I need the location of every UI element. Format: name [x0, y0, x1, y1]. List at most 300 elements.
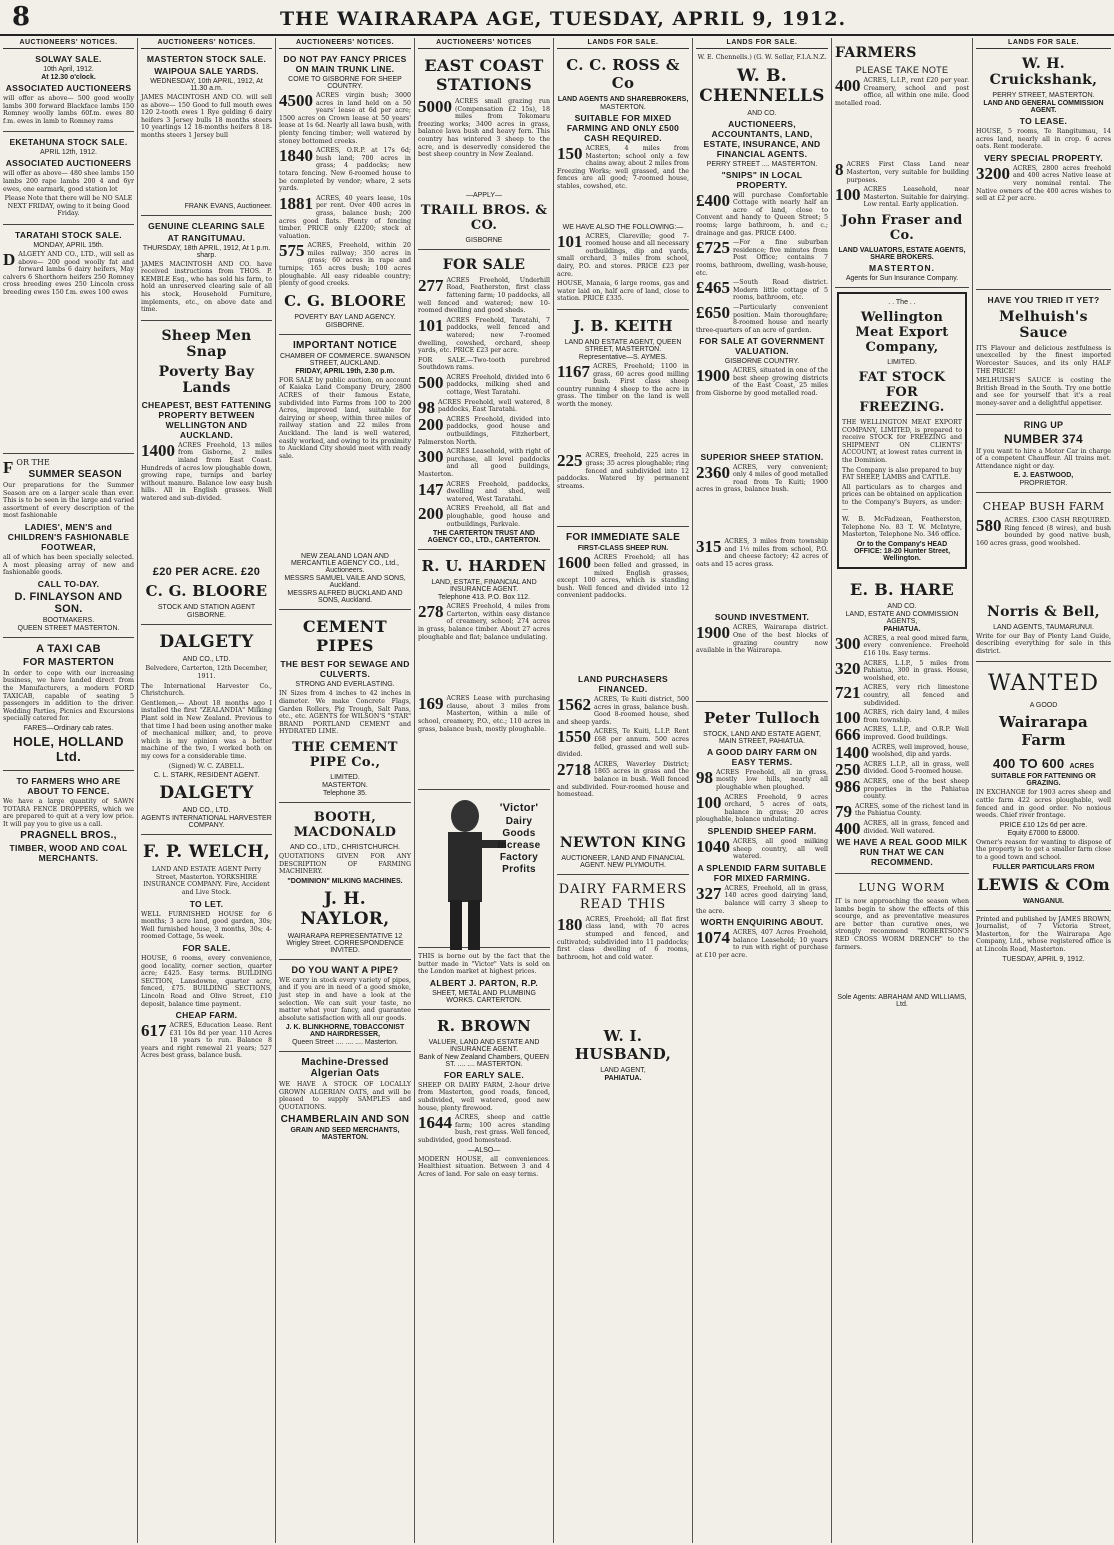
tulloch-agent-ad: [696, 702, 828, 1006]
advertiser-name: HOLE, HOLLAND Ltd.: [13, 734, 124, 764]
ad-subtitle: CHEAPEST, BEST FATTENING PROPERTY BETWEEN WELLINGTON AND AUCKLAND.: [141, 399, 272, 440]
acreage: 79: [835, 801, 852, 821]
auctioneer: MESSRS SAMUEL VAILE AND SONS, Auckland.: [284, 575, 406, 590]
acreage: 1400: [835, 742, 869, 762]
acreage: 4500: [279, 91, 313, 110]
acreage: 580: [976, 516, 1002, 536]
listing-text: —For a fine suburban residence; five minutes from Post Office; contains 7 rooms, bathroom, dwelling, wash-house, etc.: [696, 239, 828, 277]
ad-title: WANTED: [987, 671, 1100, 697]
ad-text-continued: [835, 953, 969, 993]
notice-date: 10th April, 1912.: [43, 66, 94, 73]
imprint: [976, 911, 1111, 968]
listing-text-continued: [696, 657, 828, 697]
listing-text: ACRES Lease with purchasing clause, about 3 miles from Masterton, within a mile of school, creamery, P.O., etc.; 110 acres in grass, balance bush, mostly ploughable.: [418, 695, 550, 733]
acreage: 169: [418, 694, 444, 714]
acreage: 315: [696, 537, 722, 557]
agent-role: LAND AND GENERAL COMMISSION AGENT.: [983, 100, 1104, 114]
listing-text-continued: [976, 205, 1111, 285]
auctioneer-signature: FRANK EVANS, Auctioneer.: [184, 202, 272, 210]
notice-title: MASTERTON STOCK SALE.: [146, 54, 267, 64]
acreage: 1900: [696, 623, 730, 643]
acreage: 300: [835, 633, 861, 653]
agent-role: LAND AGENT,: [600, 1067, 646, 1075]
listing-text-continued: [557, 602, 689, 672]
listing-text: ACRES small grazing run (Compensation £2 15s), 18 miles from Tokomaru freezing works; 3400 acres in grass, balance lawa bush and heavy fern. This country has wintered 3 sheep to the acre, and is deservedly considered the best sheep country in New Zealand.: [418, 98, 550, 159]
acreage: 100: [835, 708, 861, 728]
algerian-oats-ad: [279, 1052, 411, 1145]
listing-text: HOUSE, 6 rooms, every convenience, good locality, corner section, quarter acre; £425. Easy terms. BUILDING SECTION, Lansdowne, quarter acre, fenced, £75. BUILDING SECTIONS, Lincoln Road and Olive Street, £10 deposit, balance time payment.: [141, 954, 272, 1008]
listing-text: ACRES, Waverley District; 1865 acres in grass and the balance in bush. Well fenced and subdivided. Four-roomed house and homestead.: [557, 760, 689, 799]
listing-text: HOUSE, Manaia, 6 large rooms, gas and water laid on, half acre of land, close to station. PRICE £335.: [557, 280, 689, 303]
listing-text: ACRES, well improved, house, woolshed, dip and yards.: [872, 743, 969, 759]
acreage: 250: [835, 759, 861, 779]
auctioneer: NEW ZEALAND LOAN AND MERCANTILE AGENCY CO., Ltd., Auctioneers.: [290, 553, 399, 575]
column-7: [832, 38, 973, 1543]
listing-text: SHEEP OR DAIRY FARM, 2-hour drive from Masterton, good roads, fenced, subdivided, well watered, good new house, plenty firewood.: [418, 1081, 550, 1112]
acreage: 2360: [696, 462, 730, 482]
section-heading: TO LEASE.: [1019, 116, 1068, 126]
acreage: 1550: [557, 727, 591, 747]
ad-slogan: Dairy Goods Increase Factory Profits: [497, 816, 541, 876]
section-heading: TO LET.: [189, 898, 224, 909]
ad-heading: Wairarapa Farm: [998, 713, 1089, 750]
column-3: [276, 38, 415, 1543]
listing-text: ACRES, 2800 acres freehold and 400 acres Native lease at very nominal rental. The Native owners of the 400 acres wishes to sell at £2 per acre.: [976, 164, 1111, 203]
letter-body: Gentlemen,— About 18 months ago I installed the first "ZEALANDIA" Milking Plant sold in New Zealand. Previous to that time I had been using another make of mechanical milker, and, to prove which is my opinion was a better machine of the two, I worked both on my cows for a considerable time.: [141, 699, 272, 760]
agent-name: J. B. KEITH: [573, 316, 673, 335]
ad-title: SUMMER SEASON: [28, 469, 122, 481]
column-header: AUCTIONEERS' NOTICES: [418, 38, 550, 49]
section-heading: SPLENDID SHEEP FARM.: [707, 825, 817, 836]
agent-name: R. BROWN: [436, 1016, 532, 1035]
listing-text: ACRES Freehold, all flat and ploughable, good house and outbuildings, Parkvale.: [446, 505, 550, 528]
advertiser-trade: TIMBER, WOOD AND COAL MERCHANTS.: [9, 843, 128, 864]
ad-title: Sheep Men Snap: [161, 327, 252, 360]
agent-name: E. B. HARE: [849, 579, 955, 599]
advertiser-trade: GRAIN AND SEED MERCHANTS, MASTERTON.: [290, 1126, 400, 1141]
column-4: [415, 38, 554, 1543]
ad-body: Our preparations for the Summer Season are on a larger scale than ever. This is to be seen in the large and varied assortment of every description of the most fashionable: [3, 482, 134, 520]
company-suffix: AND CO.: [887, 602, 917, 610]
listing-text: ACRES L.I.P., all in grass, well divided. Good 5-roomed house.: [863, 760, 969, 776]
acreage: 100: [835, 185, 861, 205]
representative: Representative—S. AYMES.: [578, 353, 668, 361]
acreage: 320: [835, 658, 861, 678]
acreage: 147: [418, 479, 444, 499]
acreage: 1040: [696, 836, 730, 856]
agent-description: LAND AND ESTATE AGENT Perry Street, Masterton. YORKSHIRE INSURANCE COMPANY. Fire, Accident and Live Stock.: [143, 866, 270, 896]
listing-text: ACRES Leasehold, near Masterton. Suitable for dairying. Low rental. Early application.: [863, 186, 969, 209]
east-coast-stations-ad: [418, 49, 550, 250]
melhuish-sauce-ad: [976, 290, 1111, 415]
price: £465: [696, 278, 730, 298]
booth-macdonald-ad: [279, 803, 411, 960]
advertiser-name: D. FINLAYSON AND SON.: [14, 590, 123, 615]
agent-name: TRAILL BROS. & CO.: [420, 202, 548, 233]
ad-title: Poverty Bay Lands: [158, 363, 255, 396]
auctioneer: MESSRS ALFRED BUCKLAND AND SONS, Auckland.: [287, 590, 403, 605]
listing-text-continued: [696, 496, 828, 536]
clearing-sale-notice: [141, 216, 272, 321]
listing-text: ACRES, Freehold; all flat first class land, with 70 acres stumped and fenced, and cultivated; subdivided into 11 paddocks; first class dwelling of 6 rooms, bathroom, hot and cold water.: [557, 915, 689, 961]
summer-season-ad: [3, 454, 134, 638]
company-suffix: AND CO., LTD.: [182, 807, 231, 815]
notice-date: APRIL 12th, 1912.: [40, 149, 97, 157]
stock-list-text: [141, 142, 272, 202]
notice-body: JAMES MACINTOSH AND CO. have received instructions from THOS. P. KEMBLE Esq., who has sold his farm, to hold an unreserved clearing sale of all his stock, Household Furniture, implements, etc., on above date and time.: [141, 260, 272, 314]
ad-body: IN EXCHANGE for 1903 acres sheep and cattle farm 422 acres ploughable, well fenced and in good order. No noxious weeds. Chief river frontage.: [976, 789, 1111, 820]
acreage: 100: [696, 792, 722, 812]
notice-body: JAMES MACINTOSH AND CO. will sell as above— 150 Good to full mouth ewes 120 2-tooth ewes 1 Rye gelding 6 dairy heifers 3 Jersey bulls 18 months steers 10 yearlings 12 18-months heifers 8 18-months steers 1 Jersey bull: [141, 94, 272, 139]
proprietor-role: PROPRIETOR.: [1019, 480, 1068, 488]
agent-town: GISBORNE.: [325, 321, 365, 329]
listing-text: ACRES virgin bush; 3000 acres in land held on a 50 years' lease at 6d per acre; 1500 acres on Crown lease at 50 years' lease at 1s 6d. Nearly all lawa bush, with plenty fencing timber; well watered by stoney bottomed creeks.: [279, 92, 411, 145]
columns: [0, 38, 1114, 1543]
acreage: 277: [418, 275, 444, 295]
page-number: 8: [12, 2, 31, 32]
column-header: AUCTIONEERS' NOTICES.: [3, 38, 134, 49]
agent-role: WAIRARAPA REPRESENTATIVE 12 Wrigley Street. CORRESPONDENCE INVITED.: [286, 932, 404, 954]
ad-body: All particulars as to charges and prices can be obtained on application to the Company's Buyers, as under:—: [842, 483, 962, 514]
ad-title: FAT STOCK FOR FREEZING.: [858, 369, 946, 415]
listing-text-continued: [696, 570, 828, 610]
acreage: 2718: [557, 759, 591, 779]
listing-text-continued: [418, 643, 550, 693]
ad-subtitle: FIRST-CLASS SHEEP RUN.: [577, 545, 669, 553]
agent-role: LAND VALUATORS, ESTATE AGENTS, SHARE BROKERS.: [838, 246, 966, 261]
advertiser-name: J. K. BLINKHORNE, TOBACCONIST AND HAIRDRESSER,: [285, 1024, 405, 1039]
notice-date: WEDNESDAY, 10th APRIL, 1912, At 11.30 a.m.: [150, 78, 263, 92]
agent-address: PERRY STREET .... MASTERTON.: [706, 160, 818, 168]
acreage: 1881: [279, 193, 313, 213]
taxi-cab-ad: [3, 638, 134, 771]
acreage: 101: [557, 231, 583, 251]
agent-role: AUCTIONEER, LAND AND FINANCIAL AGENT. NEW PLYMOUTH.: [561, 854, 685, 869]
ad-body: The Company is also prepared to buy FAT SHEEP, LAMBS and CATTLE.: [842, 466, 962, 482]
agent-town: GISBORNE: [465, 236, 503, 244]
lung-worm-ad: [835, 874, 969, 1013]
listing-text-continued: [418, 161, 550, 191]
listing-text-continued: [557, 963, 689, 1023]
ad-title: FOR SALE: [442, 256, 526, 273]
listing-text: ACRES. £300 CASH REQUIRED. Ring fenced (8 wires), and bush bounded by good native bush, 160 acres grass, good woolshed.: [976, 517, 1111, 548]
sole-agents: Sole Agents: ABRAHAM AND WILLIAMS, Ltd.: [837, 994, 967, 1009]
listing-text-continued: [557, 193, 689, 223]
acreage: 98: [696, 767, 713, 787]
notice-body: ALGETY AND CO., LTD., will sell as above— 200 good woolly fat and forward lambs 6 dairy heifers, May calvers 6 Shorthorn heifers 250 Romney cross breeding ewes 250 Lincoln cross breeding ewes 150 f.m. ewes 100 ewes: [3, 250, 134, 296]
section-heading: FULLER PARTICULARS FROM: [992, 863, 1095, 871]
listing-text: ACRES, Education Lease. Rent £31 10s 8d per year. 110 Acres 18 years to run. Balance 8 years and right renewal 21 years; 527 Acres best grass, balance bush.: [141, 1022, 272, 1060]
listing-text: ACRES, all good milking sheep country, all well watered.: [733, 837, 828, 861]
letter-signature: (Signed) W. C. ZABELL.: [168, 762, 245, 770]
also: —ALSO—: [467, 1146, 501, 1154]
notice-subtitle: AT RANGITUMAU.: [167, 232, 246, 243]
advertiser-name: PRAGNELL BROS.,: [20, 830, 117, 842]
agent-trade: SHEET, METAL AND PLUMBING WORKS. CARTERTON.: [432, 989, 536, 1004]
welch-agent-ad: [141, 835, 272, 1066]
ad-body: IN Sizes from 4 inches to 42 inches in diameter. We make Concrete Flags, Garden Rollers, Pig Trough, Salt Pans, etc., etc. AGENTS for WILSON'S "STAR" BRAND PORTLAND CEMENT and HYDRATED LIME.: [279, 690, 411, 736]
notice-time: At 12.30 o'clock.: [41, 74, 96, 81]
listing-text: ACRES, 4 miles from Masterton; school only a few chains away, about 2 miles from Freezing Works; well grassed, and the fences are all good; 7-roomed house, stables, cowshed, etc.: [557, 145, 689, 190]
newspaper-title: THE WAIRARAPA AGE, TUESDAY, APRIL 9, 1912.: [280, 8, 847, 30]
agent-name: W. H. Cruickshank,: [989, 56, 1098, 88]
solway-sale-notice: [3, 49, 134, 132]
section-subheading: GISBORNE COUNTRY.: [724, 358, 800, 366]
acreage: 1600: [557, 553, 591, 573]
ad-title: RING UP: [1023, 419, 1064, 430]
acreage: 200: [418, 414, 444, 434]
gisborne-sheep-country-ad: [279, 49, 411, 335]
listing-text: ACRES Freehold, paddocks, dwelling and shed, well watered, West Taratahi.: [446, 480, 550, 503]
acreage: 1400: [141, 440, 175, 460]
acreage: 1900: [696, 366, 730, 386]
agent-name: C. C. ROSS & Co: [566, 56, 680, 92]
acreage: 98: [418, 397, 435, 417]
publisher-imprint: Printed and published by JAMES BROWN, Journalist, of 7 Victoria Street, Masterton, for the Wairarapa Age Company, Ltd., whose registered office is at Lincoln Road, Masterton.: [976, 915, 1111, 953]
section-heading: LAND PURCHASERS FINANCED.: [578, 674, 668, 694]
listing-text: ACRES, some of the richest land in the Pahiatua County.: [855, 802, 969, 818]
ad-body: If you want to hire a Motor Car in charge of a competent Chauffeur. All trains met. Attendance night or day.: [976, 447, 1111, 470]
listing-text: ACRES Freehold, divided into paddocks, good house and outbuildings, Fitzherbert, Palmerston North.: [418, 415, 550, 446]
column-6: [693, 38, 832, 1543]
company-town: MASTERTON.: [322, 781, 368, 789]
company-suffix: AND CO., LTD.: [182, 656, 231, 664]
section-heading: FOR SALE AT GOVERNMENT VALUATION.: [699, 336, 825, 357]
listing-text: HOUSE, 5 rooms, Te Rangitumau, 14 acres land, nearly all in crop. 6 acres oats. Rent moderate.: [976, 128, 1111, 151]
notice-title: SOLWAY SALE.: [35, 54, 102, 64]
listing-text: —South Road district. Modern little cottage of 5 rooms, bathroom, etc.: [733, 279, 828, 302]
ad-subtitle: PLEASE TAKE NOTE: [855, 65, 949, 75]
ad-title: DO YOU WANT A PIPE?: [291, 964, 399, 975]
agent-role: LAND AGENTS AND SHAREBROKERS,: [557, 96, 689, 103]
listing-text-continued: [557, 410, 689, 450]
ad-subtitle: A GOOD: [1029, 702, 1058, 710]
acreage: 400: [835, 76, 861, 95]
listing-text: ACRES, 3 miles from township and 1½ miles from school, P.O. and cheese factory; 42 acres of oats and 15 acres grass.: [696, 538, 828, 568]
wanted-farm-ad: [976, 662, 1111, 910]
acreage: 1562: [557, 695, 591, 714]
ad-heading: LADIES', MEN'S and CHILDREN'S FASHIONABLE FOOTWEAR,: [7, 522, 130, 553]
agency-note: AGENTS INTERNATIONAL HARVESTER COMPANY.: [141, 815, 272, 830]
listing-text: ACRES, 407 Acres Freehold, balance Leasehold; 10 years to run with right of purchase at £10 per acre.: [696, 929, 828, 959]
tobacconist-ad: [279, 960, 411, 1053]
listing-text: ACRES, situated in one of the best sheep growing districts of the East Coast, 25 miles from Gisborne by good metalled road.: [696, 367, 828, 398]
listing-text: ACRES Freehold, well watered, 8 paddocks, East Taratahi.: [438, 398, 550, 414]
agency-note: Agents for Sun Insurance Company.: [845, 274, 959, 282]
proprietor-name: E. J. EASTWOOD,: [1013, 472, 1074, 480]
company-name: THE CEMENT PIPE Co.,: [292, 739, 398, 770]
agent-address: Bank of New Zealand Chambers, QUEEN ST. .... .... MASTERTON.: [419, 1053, 549, 1068]
company-name: DALGETY: [159, 632, 254, 653]
column-5: [554, 38, 693, 1543]
ad-prefix: . . The . .: [888, 298, 916, 306]
listing-text-continued: [696, 961, 828, 1001]
listing-text: will purchase Comfortable Cottage with nearly half an acre of land, close to Convent and handy to Queen Street; 5 rooms; large bathroom, h. and c.; drainage and gas. PRICE £400.: [696, 191, 828, 237]
company-suffix: LIMITED.: [330, 773, 360, 781]
agent-name: John Fraser and Co.: [841, 212, 963, 243]
brand-name: 'Victor': [499, 802, 539, 815]
agent-role: STOCK, LAND AND ESTATE AGENT, MAIN STREET, PAHIATUA.: [703, 730, 821, 745]
listing-text: ACRES Freehold, Taratahi, 7 paddocks, well fenced and watered; new 7-roomed dwelling, cowshed, orchard, sheep yards, etc. PRICE £23 per acre.: [418, 316, 550, 355]
price: £725: [696, 238, 730, 258]
dairy-farmers-ad: [557, 875, 689, 1088]
company-name: DALGETY: [159, 783, 254, 804]
column-8: [973, 38, 1114, 1543]
ad-question: HAVE YOU TRIED IT YET?: [987, 294, 1100, 305]
call-to-day: CALL TO-DAY.: [37, 578, 100, 589]
ad-title: TO FARMERS WHO ARE ABOUT TO FENCE.: [16, 776, 121, 796]
agent-role: LAND AND ESTATE AGENT, QUEEN STREET, MASTERTON.: [564, 338, 682, 353]
agent-town: GISBORNE.: [187, 612, 226, 620]
agent-role: LAND AGENTS, TAUMARUNUI.: [993, 623, 1094, 631]
listing-text: ACRES, Te Kuiti district, 500 acres in grass, balance bush. Good 8-roomed house, shed and sheep yards.: [557, 696, 689, 726]
ad-body: Owner's reason for wanting to dispose of the property is to get a smaller farm close to a good town and school.: [976, 838, 1111, 861]
ad-body: THE WELLINGTON MEAT EXPORT COMPANY, LIMITED, is prepared to receive STOCK for FREEZING and SHIPMENT ON CLIENTS' ACCOUNT, at lowest rates current in the Dominion.: [842, 418, 962, 464]
acreage: 300: [418, 447, 444, 467]
listing-text: ACRES Freehold, 4 miles from Carterton, within easy distance of creamery, school; 274 acres in grass, balance timber. About 27 acres ploughable and flat; balance undulating.: [418, 603, 550, 641]
price-per-acre: £20 PER ACRE. £20: [152, 566, 261, 579]
acreage: 278: [418, 602, 444, 622]
ad-title: CHEAP BUSH FARM: [982, 500, 1105, 514]
agent-name: LEWIS & COm: [977, 874, 1110, 894]
notice-body: will offer as above— 500 good woolly lambs 300 forward Blackface lambs 150 Romney woolly lambs 60f.m. ewes 80 f.m. ewes in lamb to Romney rams: [3, 95, 134, 125]
ad-body: QUOTATIONS GIVEN FOR ANY DESCRIPTION OF FARMING MACHINERY.: [279, 852, 411, 876]
column-header: AUCTIONEERS' NOTICES.: [141, 38, 272, 49]
agent-name: Peter Tulloch: [703, 708, 821, 727]
listing-text-continued: [976, 550, 1111, 600]
listing-text-continued: [557, 492, 689, 522]
notice-date: FRIDAY, APRIL 19th, 2.30 p.m.: [295, 367, 395, 375]
listing-text: ACRES Freehold, 9 acres orchard, 5 acres of oats, balance in grass; 20 acres ploughable, balance undulating.: [696, 793, 828, 824]
ad-title: FOR IMMEDIATE SALE: [565, 532, 681, 544]
ad-body: ITS Flavour and delicious zestfulness is unexcelled by the finest imported Worcester Sauces, and its only HALF THE PRICE!: [976, 344, 1111, 375]
company-name: BOOTH, MACDONALD: [293, 809, 397, 840]
column-header: AUCTIONEERS' NOTICES.: [279, 38, 411, 49]
ad-subtitle: FOR MASTERTON: [23, 656, 114, 668]
agent-role: STOCK AND STATION AGENT: [157, 604, 256, 612]
ad-body: WE HAVE A STOCK OF LOCALLY GROWN ALGERIAN OATS, and will be pleased to supply SAMPLES and QUOTATIONS.: [279, 1081, 411, 1112]
listing-text: ACRES First Class Land near Masterton, very suitable for building purposes.: [846, 161, 969, 184]
ad-title: Melhuish's Sauce: [999, 308, 1088, 341]
recommendation: WE HAVE A REAL GOOD MILK RUN THAT WE CAN RECOMMEND.: [836, 837, 968, 868]
ross-agents-ad: [557, 49, 689, 310]
acreage: 5000: [418, 97, 452, 116]
cement-pipes-ad: [279, 610, 411, 803]
notice-title: TARATAHI STOCK SALE.: [15, 229, 122, 240]
listing-text: WELL FURNISHED HOUSE for 6 months; 3 acre land, good garden, 30s; Well furnished house, 3 months, 30s; 4-roomed Cottage, 5s week.: [141, 910, 272, 941]
section-heading: SOUND INVESTMENT.: [714, 612, 810, 623]
ad-title: DO NOT PAY FANCY PRICES ON MAIN TRUNK LINE.: [283, 54, 407, 74]
listing-text: ACRES Freehold, divided into 6 paddocks, milking shed and cottage, West Taratahi.: [446, 373, 550, 397]
listing-text: ACRES, Te Kuiti, L.I.P. Rent £68 per annum. 500 acres felled, grassed and well sub-divided.: [557, 728, 689, 759]
acreage: 101: [418, 315, 444, 335]
ad-title: A TAXI CAB: [36, 642, 101, 655]
agent-name: THE CARTERTON TRUST AND AGENCY CO., LTD., CARTERTON.: [427, 530, 541, 545]
notice-title: GENUINE CLEARING SALE: [148, 220, 265, 231]
column-header: LANDS FOR SALE.: [976, 38, 1111, 49]
advertiser-address: QUEEN STREET MASTERTON.: [17, 624, 120, 632]
ad-body: Write for our Bay of Plenty Land Guide, describing everything for sale in this district.: [976, 632, 1111, 655]
ad-body: In order to cope with our increasing business, we have landed direct from the Manufacturers, a modern FORD TAXICAB, capable of seating 5 passengers in addition to the driver. Wedding Parties, Picnics and Excursions specially catered for.: [3, 669, 134, 723]
dalgety-harvester-ad: [141, 625, 272, 835]
advertiser-address: Queen Street .... .... .... Masterton.: [292, 1039, 398, 1047]
listing-text: MODERN HOUSE, all conveniences. Healthiest situation. Between 3 and 4 Acres of land. For sale on easy terms.: [418, 1155, 550, 1178]
price: £650: [696, 302, 730, 322]
agent-name: Norris & Bell,: [987, 603, 1100, 620]
agent-name: W. B. CHENNELLS: [699, 65, 825, 106]
acreage: 666: [835, 725, 861, 745]
listing-text: ACRES, very convenient; only 4 miles of good metalled road from Te Kuiti; 1900 acres in grass, balance bush.: [696, 463, 828, 494]
acreage: 150: [557, 144, 583, 163]
ad-text: [141, 504, 272, 564]
listing-text: ACRES, all in grass, fenced and divided. Well watered.: [863, 819, 969, 835]
agent-role: POVERTY BAY LAND AGENCY.: [294, 313, 396, 321]
ad-subtitle: COME TO GISBORNE FOR SHEEP COUNTRY.: [288, 76, 402, 90]
ad-body: IT is now approaching the season when lambs begin to show the effects of this scourge, and as preventative measures are better than curative ones, we strongly recommend "ROBERTSON'S RED CROSS WORM DRENCH" to the farmers.: [835, 898, 969, 951]
ad-body: ACRES Freehold, 13 miles from Gisborne, 2 miles inland from East Coast. Hundreds of acres low ploughable down, growing rape, turnips and barley without manure. Balance low easy bush hills. All in English grasses. Well watered and sub-divided.: [141, 441, 272, 502]
partner-names: W. E. Chennells.) (G. W. Sellar, F.I.A.N.Z.: [697, 54, 827, 61]
poverty-bay-ad: [141, 321, 272, 626]
masterton-stock-sale: [141, 49, 272, 216]
acreage: 986: [835, 776, 861, 796]
wellington-meat-ad: [837, 292, 967, 569]
section-heading: FOR SALE.: [182, 942, 231, 953]
listing-text-continued: [557, 801, 689, 831]
ad-body: MELHUISH'S SAUCE is costing the British Bread in the South. Try one bottle and see for yourself that it's a real money-saver and a delightful appetiser.: [976, 377, 1111, 407]
notice-title: IMPORTANT NOTICE: [292, 339, 398, 351]
listing-text: ACRES, L.I.P., rent £20 per year. Creamery, school and post office, all within one mile. Good metalled road.: [835, 77, 969, 107]
column-2: [138, 38, 276, 1543]
listing-text: ACRES, sheep and cattle farm; 100 acres standing bush, rest grass. Well fenced, subdivided, good homestead.: [418, 1114, 550, 1145]
listing-text: ACRES, one of the best sheep properties in the Pahiatua county.: [863, 777, 969, 801]
section-heading: "SNIPS" IN LOCAL PROPERTY.: [721, 169, 803, 190]
acreage: 200: [418, 504, 444, 524]
equity: Equity £7000 to £8000.: [1007, 829, 1080, 837]
acreage: 180: [557, 914, 583, 934]
listing-text: ACRES, Freehold, all in grass, 140 acres good dairying land, balance will carry 3 sheep to the acre.: [696, 884, 828, 915]
agent-town: WANGANUI.: [1023, 897, 1064, 905]
advertiser-name: CHAMBERLAIN AND SON: [280, 1113, 410, 1125]
acreage: 8: [835, 160, 844, 180]
agent-town: PAHIATUA.: [883, 625, 921, 633]
acreage: 400: [835, 818, 861, 838]
acreage: 327: [696, 883, 722, 903]
column-header: LANDS FOR SALE.: [557, 38, 689, 49]
section-heading: WORTH ENQUIRING ABOUT.: [700, 917, 824, 928]
notice-date: MONDAY, APRIL 15th.: [33, 241, 104, 249]
agent-name: R. U. HARDEN: [421, 557, 547, 576]
agent-name: F. P. WELCH,: [142, 842, 271, 863]
listing-text: ACRES, L.I.P., and O.R.P. Well improved. Good buildings.: [863, 726, 969, 741]
acreage: 721: [835, 683, 861, 703]
ad-body: THIS is borne out by the fact that the butter made in "Victor" Vats is sold on the London market at highest prices.: [418, 953, 550, 976]
listing-text: ACRES Freehold; all has been felled and grassed, in mixed English grasses, except 100 acres, which is standing bush. Well fenced and divided into 12 convenient paddocks.: [557, 554, 689, 600]
listing-text: ACRES, L.I.P., 5 miles from Pahiatua, 300 in grass. House, woolshed, etc.: [863, 659, 969, 682]
motor-car-ad: [976, 415, 1111, 494]
section-heading: A GOOD DAIRY FARM ON EASY TERMS.: [706, 746, 818, 767]
ad-title: FARMERS: [835, 45, 917, 61]
acreage: 1167: [557, 361, 591, 381]
chennells-agent-ad: [696, 49, 828, 702]
listing-text: ACRES, rich dairy land, 4 miles from township.: [863, 709, 969, 724]
ad-body: WE carry in stock every variety of pipes, and if you are in need of a good smoke, just step in and have a look at the selection. We can suit your taste, no matter what your fancy, and guarantee absolute satisfaction with all our goods.: [279, 976, 411, 1022]
acreage: 3200: [976, 163, 1010, 183]
company-suffix: AND CO., LTD., CHRISTCHURCH.: [290, 843, 400, 851]
price: £400: [696, 190, 730, 210]
price: PRICE £10 12s 6d per acre.: [999, 821, 1088, 829]
carterton-trust-ad: [418, 250, 550, 550]
advertiser-trade: BOOTMAKERS.: [42, 616, 95, 624]
